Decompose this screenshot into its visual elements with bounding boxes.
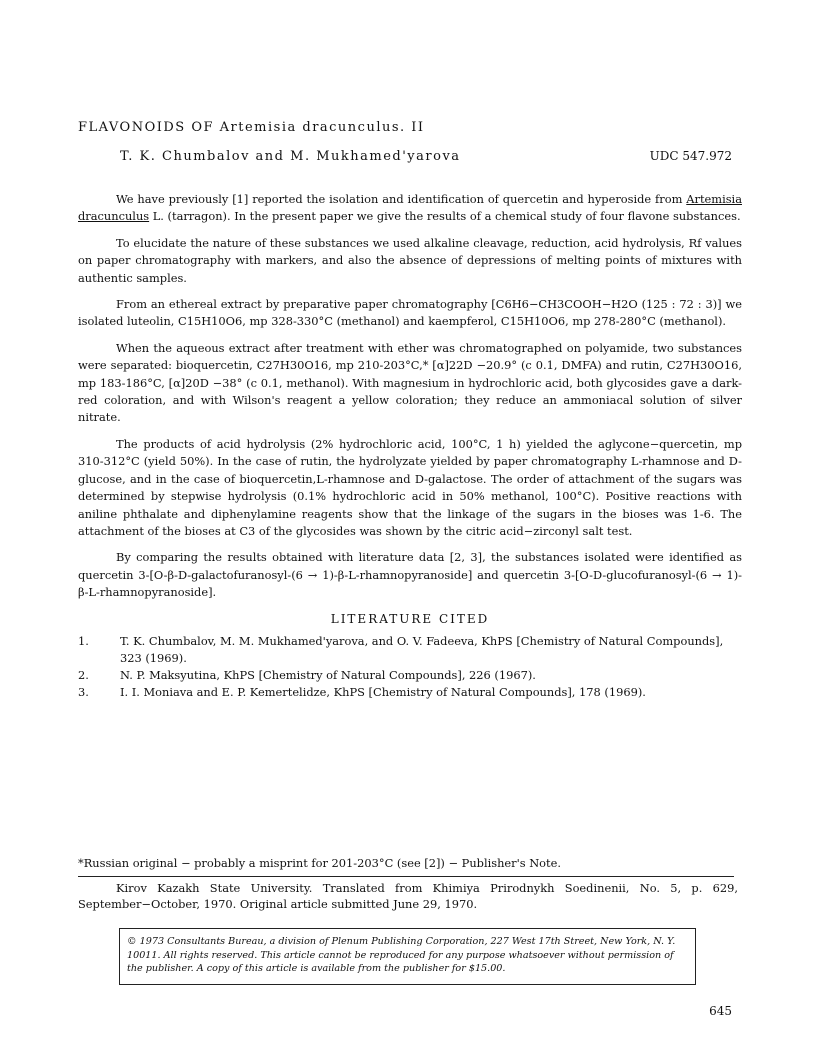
paragraph-3: From an ethereal extract by preparative paper chromatography [C6H6−CH3COOH−H2O (125 : 72 : 3)] we isolated luteolin, C15H10O6, mp 328-330°C (methanol) and kaempferol, C15H10O6, mp 278-280°C (methanol). xyxy=(78,297,742,329)
paragraph-6: By comparing the results obtained with literature data [2, 3], the substances isolated were identified as quercetin 3-[O-β-D-galactofuranosyl-(6 → 1)-β-L-rhamnopyranoside] and quercetin 3-[O-D-glucofuranosyl-(6 → 1)-β-L-rhamnopyranoside]. xyxy=(78,550,742,600)
udc-code: UDC 547.972 xyxy=(649,149,732,163)
footer-divider xyxy=(78,876,734,877)
page-number: 645 xyxy=(709,1004,732,1018)
paragraph-1 xyxy=(78,191,742,226)
copyright-box: © 1973 Consultants Bureau, a division of Plenum Publishing Corporation, 227 West 17th Street, New York, N. Y. 10011. All rights reserved. This article cannot be reproduced for any purpose whatsoever without permission of the publisher. A copy of this article is available from the publisher for $15.00. xyxy=(119,928,696,985)
reference-item xyxy=(78,633,742,667)
affiliation-note: Kirov Kazakh State University. Translated from Khimiya Prirodnykh Soedinenii, No. 5, p. 629, September−October, 1970. Original article submitted June 29, 1970. xyxy=(78,881,738,911)
reference-number: 2. xyxy=(78,667,89,682)
footnote: *Russian original − probably a misprint for 201-203°C (see [2]) − Publisher's Note. xyxy=(78,856,561,870)
paragraph-2: To elucidate the nature of these substances we used alkaline cleavage, reduction, acid hydrolysis, Rf values on paper chromatography with markers, and also the absence of depressions of melting points of mixtures with authentic samples. xyxy=(78,235,742,285)
species-name: Artemisia dracunculus xyxy=(78,192,742,224)
reference-number: 1. xyxy=(78,633,89,648)
literature-heading: LITERATURE CITED xyxy=(330,611,490,626)
reference-item xyxy=(78,684,742,701)
reference-item xyxy=(78,667,742,684)
article-authors: T. K. Chumbalov and M. Mukhamed'yarova xyxy=(120,149,461,164)
reference-text: T. K. Chumbalov, M. M. Mukhamed'yarova, and O. V. Fadeeva, KhPS [Chemistry of Natural Compounds], 323 (1969). xyxy=(120,633,724,665)
reference-text: N. P. Maksyutina, KhPS [Chemistry of Natural Compounds], 226 (1967). xyxy=(120,667,536,682)
article-title: FLAVONOIDS OF Artemisia dracunculus. II xyxy=(78,120,425,135)
paragraph-5: The products of acid hydrolysis (2% hydrochloric acid, 100°C, 1 h) yielded the aglycone−quercetin, mp 310-312°C (yield 50%). In the case of rutin, the hydrolyzate yielded by paper chromatography L-rhamnose and D-glucose, and in the case of bioquercetin,L-rhamnose and D-galactose. The order of attachment of the sugars was determined by stepwise hydrolysis (0.1% hydrochloric acid in 50% methanol, 100°C). Positive reactions with aniline phthalate and diphenylamine reagents show that the linkage of the sugars in the bioses was 1-6. The attachment of the bioses at C3 of the glycosides was shown by the citric acid−zirconyl salt test. xyxy=(78,436,742,538)
paragraph-4: When the aqueous extract after treatment with ether was chromatographed on polyamide, two substances were separated: bioquercetin, C27H30O16, mp 210-203°C,* [α]22D −20.9° (c 0.1, DMFA) and rutin, C27H30O16, mp 183-186°C, [α]20D −38° (c 0.1, methanol). With magnesium in hydrochloric acid, both glycosides gave a dark-red coloration, and with Wilson's reagent a yellow coloration; they reduce an ammoniacal solution of silver nitrate. xyxy=(78,340,742,425)
reference-number: 3. xyxy=(78,684,89,699)
paragraph-1-end: L. (tarragon). In the present paper we give the results of a chemical study of four flavone substances. xyxy=(149,209,741,224)
reference-text: I. I. Moniava and E. P. Kemertelidze, KhPS [Chemistry of Natural Compounds], 178 (1969). xyxy=(120,684,646,699)
reference-list xyxy=(78,633,742,701)
article-body xyxy=(78,191,742,701)
paragraph-1-start: We have previously [1] reported the isolation and identification of quercetin and hyperoside from xyxy=(116,192,683,206)
